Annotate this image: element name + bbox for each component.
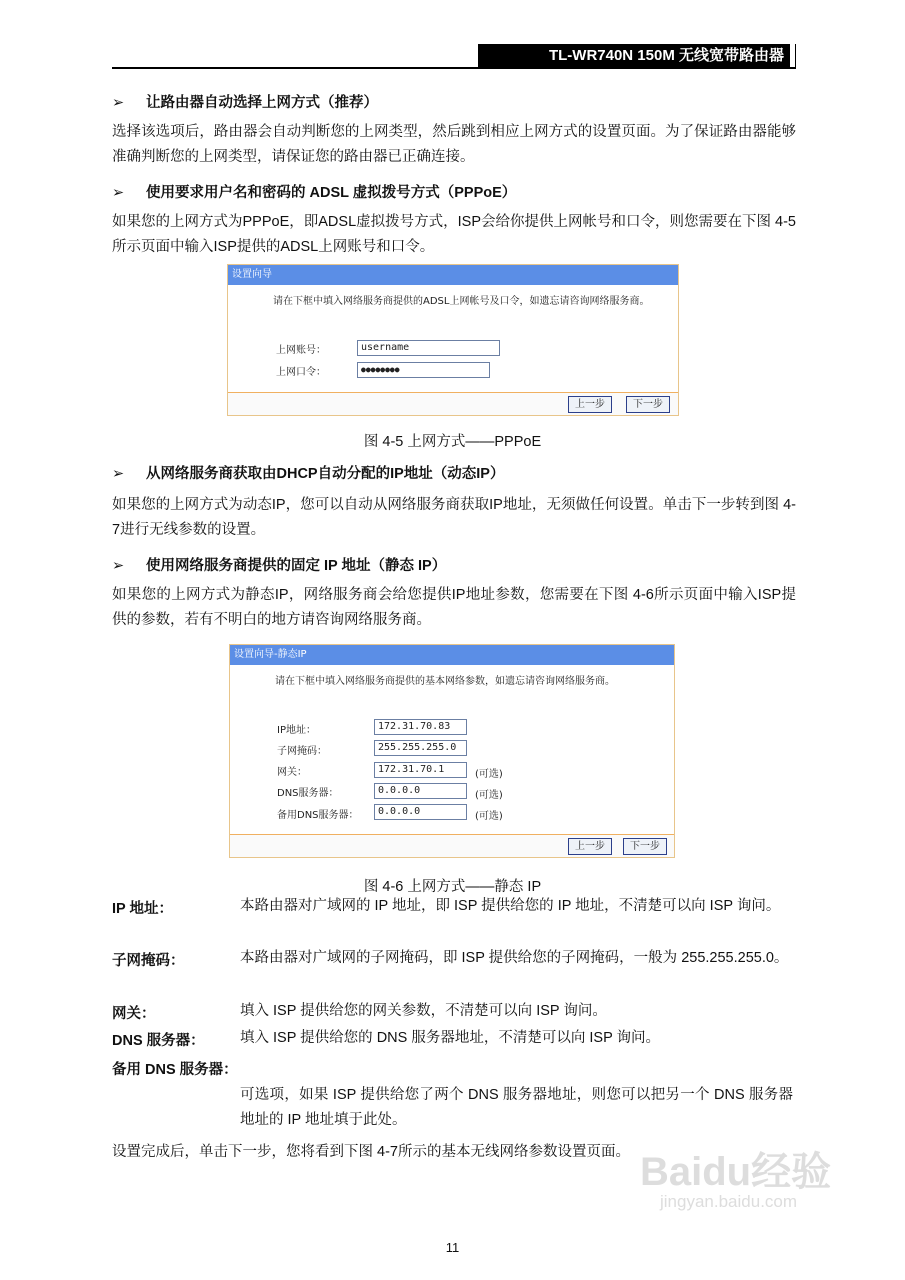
figure-caption: 图 4-5 上网方式——PPPoE [363,434,542,450]
wizard-intro: 请在下框中填入网络服务商提供的ADSL上网帐号及口令，如遗忘请咨询网络服务商。 [273,296,650,307]
heading-text: 使用要求用户名和密码的 ADSL 虚拟拨号方式（PPPoE） [146,185,517,201]
next-button[interactable]: 下一步 [623,838,667,855]
term-definition: 填入 ISP 提供给您的网关参数，不清楚可以向 ISP 询问。 [240,1003,607,1019]
optional-note: (可选) [475,790,503,801]
heading-text: 从网络服务商获取由DHCP自动分配的IP地址（动态IP） [146,466,505,482]
wizard-title: 设置向导 [228,265,678,285]
bullet-heading [112,554,446,575]
header-divider [795,44,796,68]
term-label: DNS 服务器： [112,1033,205,1049]
password-label: 上网口令： [276,367,326,378]
optional-note: (可选) [475,769,503,780]
arrow-bullet-icon: ➢ [112,558,125,574]
arrow-bullet-icon: ➢ [112,185,125,201]
gateway-label: 网关： [277,767,307,778]
wizard-footer [228,392,678,415]
term-definition: 填入 ISP 提供给您的 DNS 服务器地址，不清楚可以向 ISP 询问。 [240,1030,661,1046]
header-rule [112,67,796,69]
paragraph: 如果您的上网方式为静态IP，网络服务商会给您提供IP地址参数，您需要在下图 4-6所示页面中输入ISP提供的参数，若有不明白的地方请咨询网络服务商。 [112,587,796,628]
wizard-footer [230,834,674,857]
term-definition: 本路由器对广域网的 IP 地址，即 ISP 提供给您的 IP 地址，不清楚可以向 ISP 询问。 [240,898,781,914]
username-label: 上网账号： [276,345,326,356]
dns-input[interactable]: 0.0.0.0 [374,783,467,799]
optional-note: (可选) [475,811,503,822]
term-definition: 可选项，如果 ISP 提供给您了两个 DNS 服务器地址，则您可以把另一个 DNS 服务器地址的 IP 地址填于此处。 [240,1087,793,1128]
running-header: TL-WR740N 150M 无线宽带路由器 [478,44,790,68]
subnet-label: 子网掩码： [277,746,327,757]
closing-paragraph: 设置完成后，单击下一步，您将看到下图 4-7所示的基本无线网络参数设置页面。 [112,1144,630,1160]
wizard-intro: 请在下框中填入网络服务商提供的基本网络参数，如遗忘请咨询网络服务商。 [275,676,615,687]
paragraph: 如果您的上网方式为PPPoE，即ADSL虚拟拨号方式，ISP会给你提供上网帐号和口令，则您需要在下图 4-5所示页面中输入ISP提供的ADSL上网账号和口令。 [112,214,796,255]
bullet-heading [112,91,378,112]
figure-caption: 图 4-6 上网方式——静态 IP [363,879,542,895]
page-number: 11 [445,1240,460,1255]
term-label: IP 地址： [112,901,173,917]
baidu-watermark-logo: Baidu经验 [640,1150,832,1194]
bullet-heading [112,462,504,483]
password-input[interactable]: ●●●●●●●● [357,362,490,378]
ip-label: IP地址： [277,725,316,736]
static-ip-wizard-screenshot [229,644,675,858]
heading-text: 使用网络服务商提供的固定 IP 地址（静态 IP） [146,558,447,574]
backup-dns-input[interactable]: 0.0.0.0 [374,804,467,820]
username-input[interactable]: username [357,340,500,356]
wizard-title: 设置向导-静态IP [230,645,674,665]
paragraph: 选择该选项后，路由器会自动判断您的上网类型，然后跳到相应上网方式的设置页面。为了保证路由器能够准确判断您的上网类型，请保证您的路由器已正确连接。 [112,124,796,165]
ip-input[interactable]: 172.31.70.83 [374,719,467,735]
subnet-input[interactable]: 255.255.255.0 [374,740,467,756]
arrow-bullet-icon: ➢ [112,466,125,482]
prev-button[interactable]: 上一步 [568,396,612,413]
term-definition: 本路由器对广域网的子网掩码，即 ISP 提供给您的子网掩码，一般为 255.255.255.0。 [240,950,789,966]
prev-button[interactable]: 上一步 [568,838,612,855]
heading-text: 让路由器自动选择上网方式（推荐） [146,95,378,111]
term-label: 备用 DNS 服务器： [112,1062,238,1078]
paragraph: 如果您的上网方式为动态IP，您可以自动从网络服务商获取IP地址，无须做任何设置。单击下一步转到图 4-7进行无线参数的设置。 [112,497,796,538]
term-label: 子网掩码： [112,953,185,969]
pppoe-wizard-screenshot [227,264,679,416]
backup-dns-label: 备用DNS服务器： [277,810,359,821]
gateway-input[interactable]: 172.31.70.1 [374,762,467,778]
bullet-heading [112,181,516,202]
dns-label: DNS服务器： [277,788,339,799]
arrow-bullet-icon: ➢ [112,95,125,111]
term-label: 网关： [112,1006,156,1022]
watermark-url: jingyan.baidu.com [660,1192,798,1211]
next-button[interactable]: 下一步 [626,396,670,413]
